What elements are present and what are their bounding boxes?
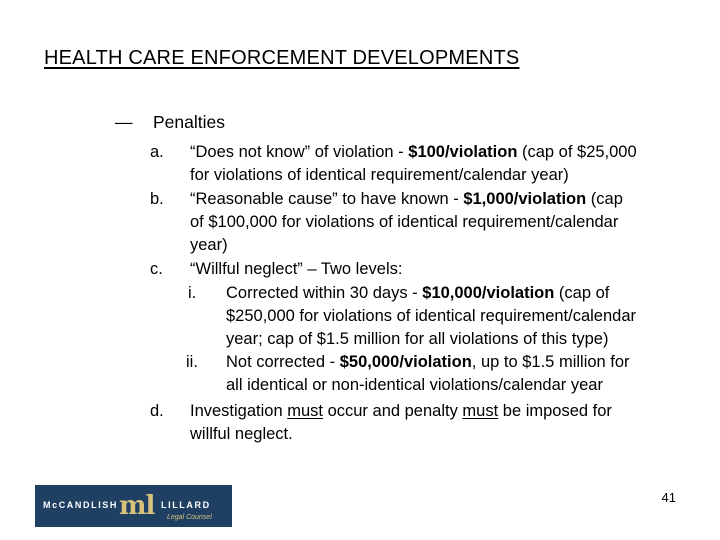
list-item-text	[190, 141, 637, 187]
emphasis-must: must	[462, 402, 499, 420]
section-label: Penalties	[153, 112, 225, 132]
sub-marker: i.	[188, 284, 197, 302]
section-dash: —	[115, 112, 133, 132]
text-run: be imposed for	[498, 402, 612, 420]
list-marker: c.	[150, 260, 163, 278]
text-line: “Willful neglect” – Two levels:	[190, 260, 403, 278]
penalty-amount: $1,000/violation	[463, 190, 587, 208]
list-item-text	[190, 400, 612, 446]
text-line: willful neglect.	[190, 425, 293, 443]
text-line: of $100,000 for violations of identical requirement/calendar	[190, 213, 619, 231]
slide-title: HEALTH CARE ENFORCEMENT DEVELOPMENTS	[44, 47, 520, 69]
text-run: Not corrected -	[226, 353, 340, 371]
logo-right-text: LILLARD	[161, 500, 211, 510]
list-marker: d.	[150, 402, 164, 420]
text-run: (cap of $25,000	[517, 143, 637, 161]
text-line: $250,000 for violations of identical requirement/calendar	[226, 307, 637, 325]
list-item-text	[190, 258, 402, 281]
text-run: (cap	[586, 190, 623, 208]
section-heading	[115, 112, 225, 133]
sub-item-text	[226, 282, 636, 351]
text-line: all identical or non-identical violations/calendar year	[226, 376, 603, 394]
text-run: Corrected within 30 days -	[226, 284, 423, 302]
list-item-text	[190, 188, 623, 257]
page-number: 41	[661, 490, 676, 505]
text-run: “Does not know” of violation -	[190, 143, 409, 161]
list-marker: b.	[150, 190, 164, 208]
text-line: year)	[190, 236, 228, 254]
logo-tagline: Legal Counsel	[167, 514, 212, 521]
text-run: “Reasonable cause” to have known -	[190, 190, 464, 208]
logo-left-text: McCANDLISH	[43, 500, 119, 510]
logo-monogram: ml	[119, 491, 155, 521]
list-marker: a.	[150, 143, 164, 161]
text-run: occur and penalty	[323, 402, 463, 420]
penalty-amount: $10,000/violation	[422, 284, 555, 302]
sub-item-text	[226, 351, 630, 397]
emphasis-must: must	[287, 402, 323, 420]
text-line: for violations of identical requirement/calendar year)	[190, 166, 569, 184]
text-run: (cap of	[554, 284, 610, 302]
sub-marker: ii.	[186, 353, 198, 371]
text-run: Investigation	[190, 402, 288, 420]
penalty-amount: $100/violation	[408, 143, 518, 161]
penalty-amount: $50,000/violation	[339, 353, 472, 371]
firm-logo	[35, 485, 232, 527]
text-line: year; cap of $1.5 million for all violations of this type)	[226, 330, 609, 348]
text-run: , up to $1.5 million for	[471, 353, 630, 371]
